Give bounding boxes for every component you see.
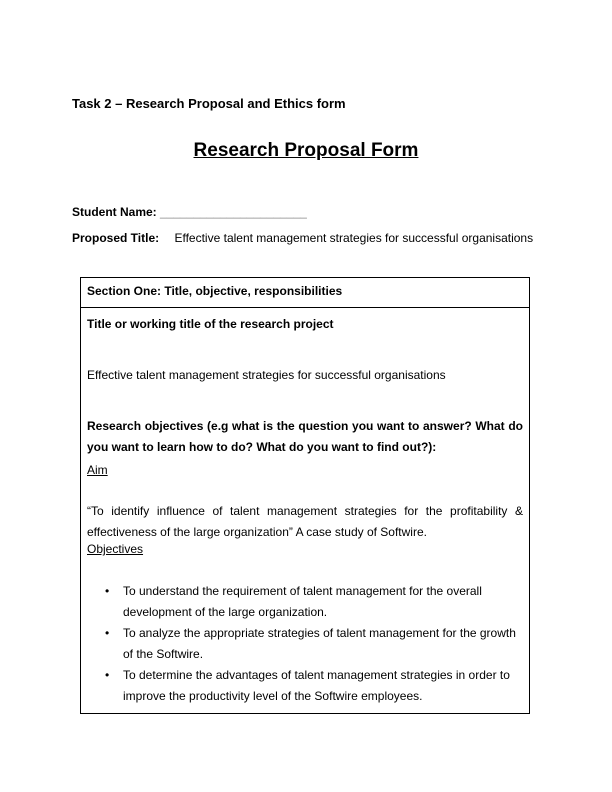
objectives-list [87,581,523,707]
task-title: Task 2 – Research Proposal and Ethics form [72,96,346,111]
bullet-icon: • [105,626,110,640]
aim-heading: Aim [87,463,108,477]
aim-text: “To identify influence of talent management strategies for the profitability & effectiveness of the large organization” A case study of Softwire. [87,504,523,539]
list-item: • To understand the requirement of talent management for the overall development of the large organization. [123,581,523,623]
list-item: • To determine the advantages of talent management strategies in order to improve the productivity level of the Softwire employees. [123,665,523,707]
student-name-label: Student Name: [72,205,157,219]
objectives-heading: Objectives [87,542,144,556]
student-name-row [72,205,307,219]
student-name-blank: ______________________ [160,205,307,219]
proposed-title-value: Effective talent management strategies for successful organisations [174,231,534,245]
form-title: Research Proposal Form [193,140,419,161]
list-item: • To analyze the appropriate strategies of talent management for the growth of the Softwire. [123,623,523,665]
working-title-value: Effective talent management strategies for successful organisations [87,368,446,382]
research-objectives-label: Research objectives (e.g what is the question you want to answer? What do you want to learn how to do? What do you want to find out?): [87,419,523,454]
section-one-header: Section One: Title, objective, responsibilities [81,278,529,308]
section-one-body [81,308,529,713]
proposed-title-row [72,231,533,245]
proposed-title-label: Proposed Title: [72,231,160,245]
bullet-icon: • [105,668,110,682]
section-one-table [80,277,530,714]
bullet-icon: • [105,584,110,598]
working-title-label: Title or working title of the research project [87,317,334,331]
